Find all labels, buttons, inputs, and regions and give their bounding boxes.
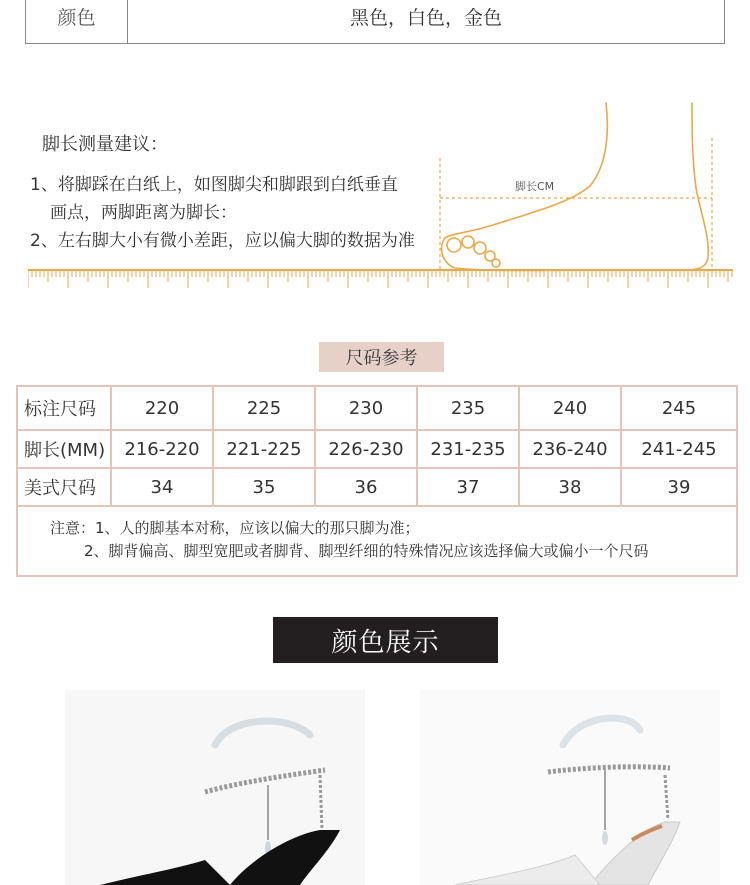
- row-label: 标注尺码: [18, 387, 112, 431]
- table-row: [18, 431, 736, 469]
- table-cell: 235: [418, 387, 520, 431]
- table-cell: 230: [316, 387, 418, 431]
- table-row: [18, 469, 736, 507]
- table-cell: 36: [316, 469, 418, 507]
- white-shoe-photo-bg: [420, 690, 720, 885]
- row-label: 美式尺码: [18, 469, 112, 507]
- ruler: [28, 268, 733, 290]
- table-cell: 240: [520, 387, 622, 431]
- measure-line-2: 画点，两脚距离为脚长：: [50, 203, 237, 223]
- table-cell: 221-225: [214, 431, 316, 469]
- table-cell: 245: [622, 387, 736, 431]
- foot-diagram: [430, 98, 735, 278]
- size-note-1: 注意：1、人的脚基本对称，应该以偏大的那只脚为准；: [50, 519, 420, 537]
- table-cell: 39: [622, 469, 736, 507]
- table-cell: 34: [112, 469, 214, 507]
- table-cell: 225: [214, 387, 316, 431]
- measure-line-3: 2、左右脚大小有微小差距，应以偏大脚的数据为准: [30, 231, 415, 251]
- product-photos: [0, 690, 750, 885]
- size-reference-heading: 尺码参考: [319, 342, 444, 372]
- foot-length-label: 脚长CM: [515, 180, 555, 193]
- row-label: 脚长(MM): [18, 431, 112, 469]
- table-cell: 216-220: [112, 431, 214, 469]
- measure-title: 脚长测量建议：: [42, 134, 168, 155]
- size-note-2: 2、脚背偏高、脚型宽肥或者脚背、脚型纤细的特殊情况应该选择偏大或偏小一个尺码: [84, 542, 649, 560]
- color-spec-value: 黑色，白色，金色: [349, 6, 502, 29]
- table-cell: 37: [418, 469, 520, 507]
- table-cell: 231-235: [418, 431, 520, 469]
- table-cell: 226-230: [316, 431, 418, 469]
- table-cell: 35: [214, 469, 316, 507]
- color-display-heading: 颜色展示: [273, 617, 498, 663]
- color-spec-label: 颜色: [26, 0, 128, 43]
- table-cell: 220: [112, 387, 214, 431]
- measure-line-1: 1、将脚踩在白纸上，如图脚尖和脚跟到白纸垂直: [30, 175, 398, 195]
- table-row: [18, 387, 736, 431]
- table-cell: 236-240: [520, 431, 622, 469]
- table-cell: 38: [520, 469, 622, 507]
- color-spec-row: [25, 0, 725, 44]
- table-cell: 241-245: [622, 431, 736, 469]
